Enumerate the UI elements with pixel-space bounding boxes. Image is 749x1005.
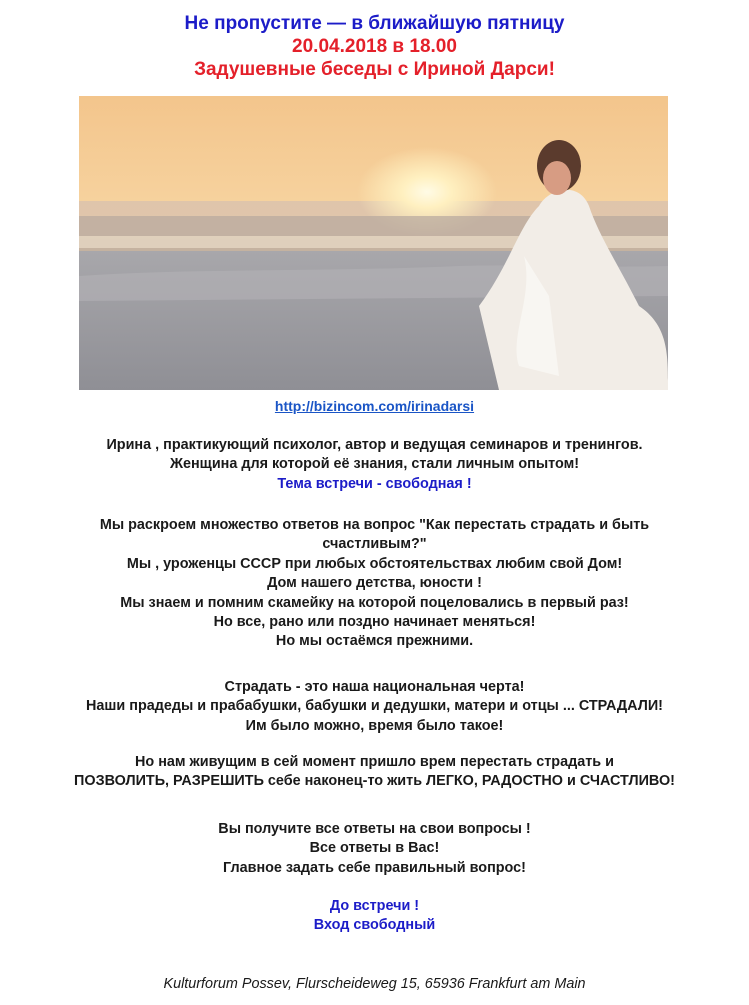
section-five xyxy=(0,820,749,878)
section-two-line: Мы , уроженцы СССР при любых обстоятельствах любим свой Дом! xyxy=(126,555,623,572)
section-two-line: Но мы остаёмся прежними. xyxy=(275,633,474,650)
intro-line-1: Ирина , практикующий психолог, автор и ведущая семинаров и тренингов. xyxy=(106,437,643,453)
section-three xyxy=(0,678,749,736)
website-link[interactable]: http://bizincom.com/irinadarsi xyxy=(274,398,475,414)
section-four-line: Но нам живущим в сей момент пришло врем перестать страдать и xyxy=(135,754,614,770)
intro-section xyxy=(0,436,749,494)
heading-line-1: Не пропустите — в ближайшую пятницу xyxy=(184,13,565,34)
section-four-line: ПОЗВОЛИТЬ, РАЗРЕШИТЬ себе наконец-то жить ЛЕГКО, РАДОСТНО и СЧАСТЛИВО! xyxy=(74,773,675,790)
topic-line: Тема встречи - свободная ! xyxy=(277,475,472,492)
section-five-line: Главное задать себе правильный вопрос! xyxy=(223,859,526,876)
heading-title: Задушевные беседы с Ириной Дарси! xyxy=(194,59,555,80)
closing-section xyxy=(0,897,749,936)
closing-line-1: До встречи ! xyxy=(329,898,420,914)
section-two-line: счастливым?" xyxy=(322,536,427,553)
section-five-line: Все ответы в Вас! xyxy=(309,840,440,857)
section-two-line: Мы знаем и помним скамейку на которой поцеловались в первый раз! xyxy=(120,594,629,611)
closing-line-2: Вход свободный xyxy=(313,917,436,934)
section-three-line: Им было можно, время было такое! xyxy=(245,717,504,734)
website-link-row xyxy=(0,398,749,414)
section-two-line: Но все, рано или поздно начинает меняться! xyxy=(213,614,536,631)
beach-sunset-image xyxy=(79,96,668,390)
section-three-line: Наши прадеды и прабабушки, бабушки и дедушки, матери и отцы ... СТРАДАЛИ! xyxy=(86,698,663,715)
section-two-line: Дом нашего детства, юности ! xyxy=(267,575,482,592)
section-two-line: Мы раскроем множество ответов на вопрос "Как перестать страдать и быть xyxy=(99,517,650,533)
section-four xyxy=(0,753,749,792)
intro-line-2: Женщина для которой её знания, стали личным опытом! xyxy=(169,456,580,473)
heading-date: 20.04.2018 в 18.00 xyxy=(292,36,457,57)
header xyxy=(0,12,749,81)
footer-address: Kulturforum Possev, Flurscheideweg 15, 65936 Frankfurt am Main xyxy=(163,976,586,992)
section-two xyxy=(0,516,749,652)
hero-photo xyxy=(79,96,668,390)
section-three-line: Страдать - это наша национальная черта! xyxy=(224,679,525,695)
section-five-line: Вы получите все ответы на свои вопросы ! xyxy=(218,821,531,837)
